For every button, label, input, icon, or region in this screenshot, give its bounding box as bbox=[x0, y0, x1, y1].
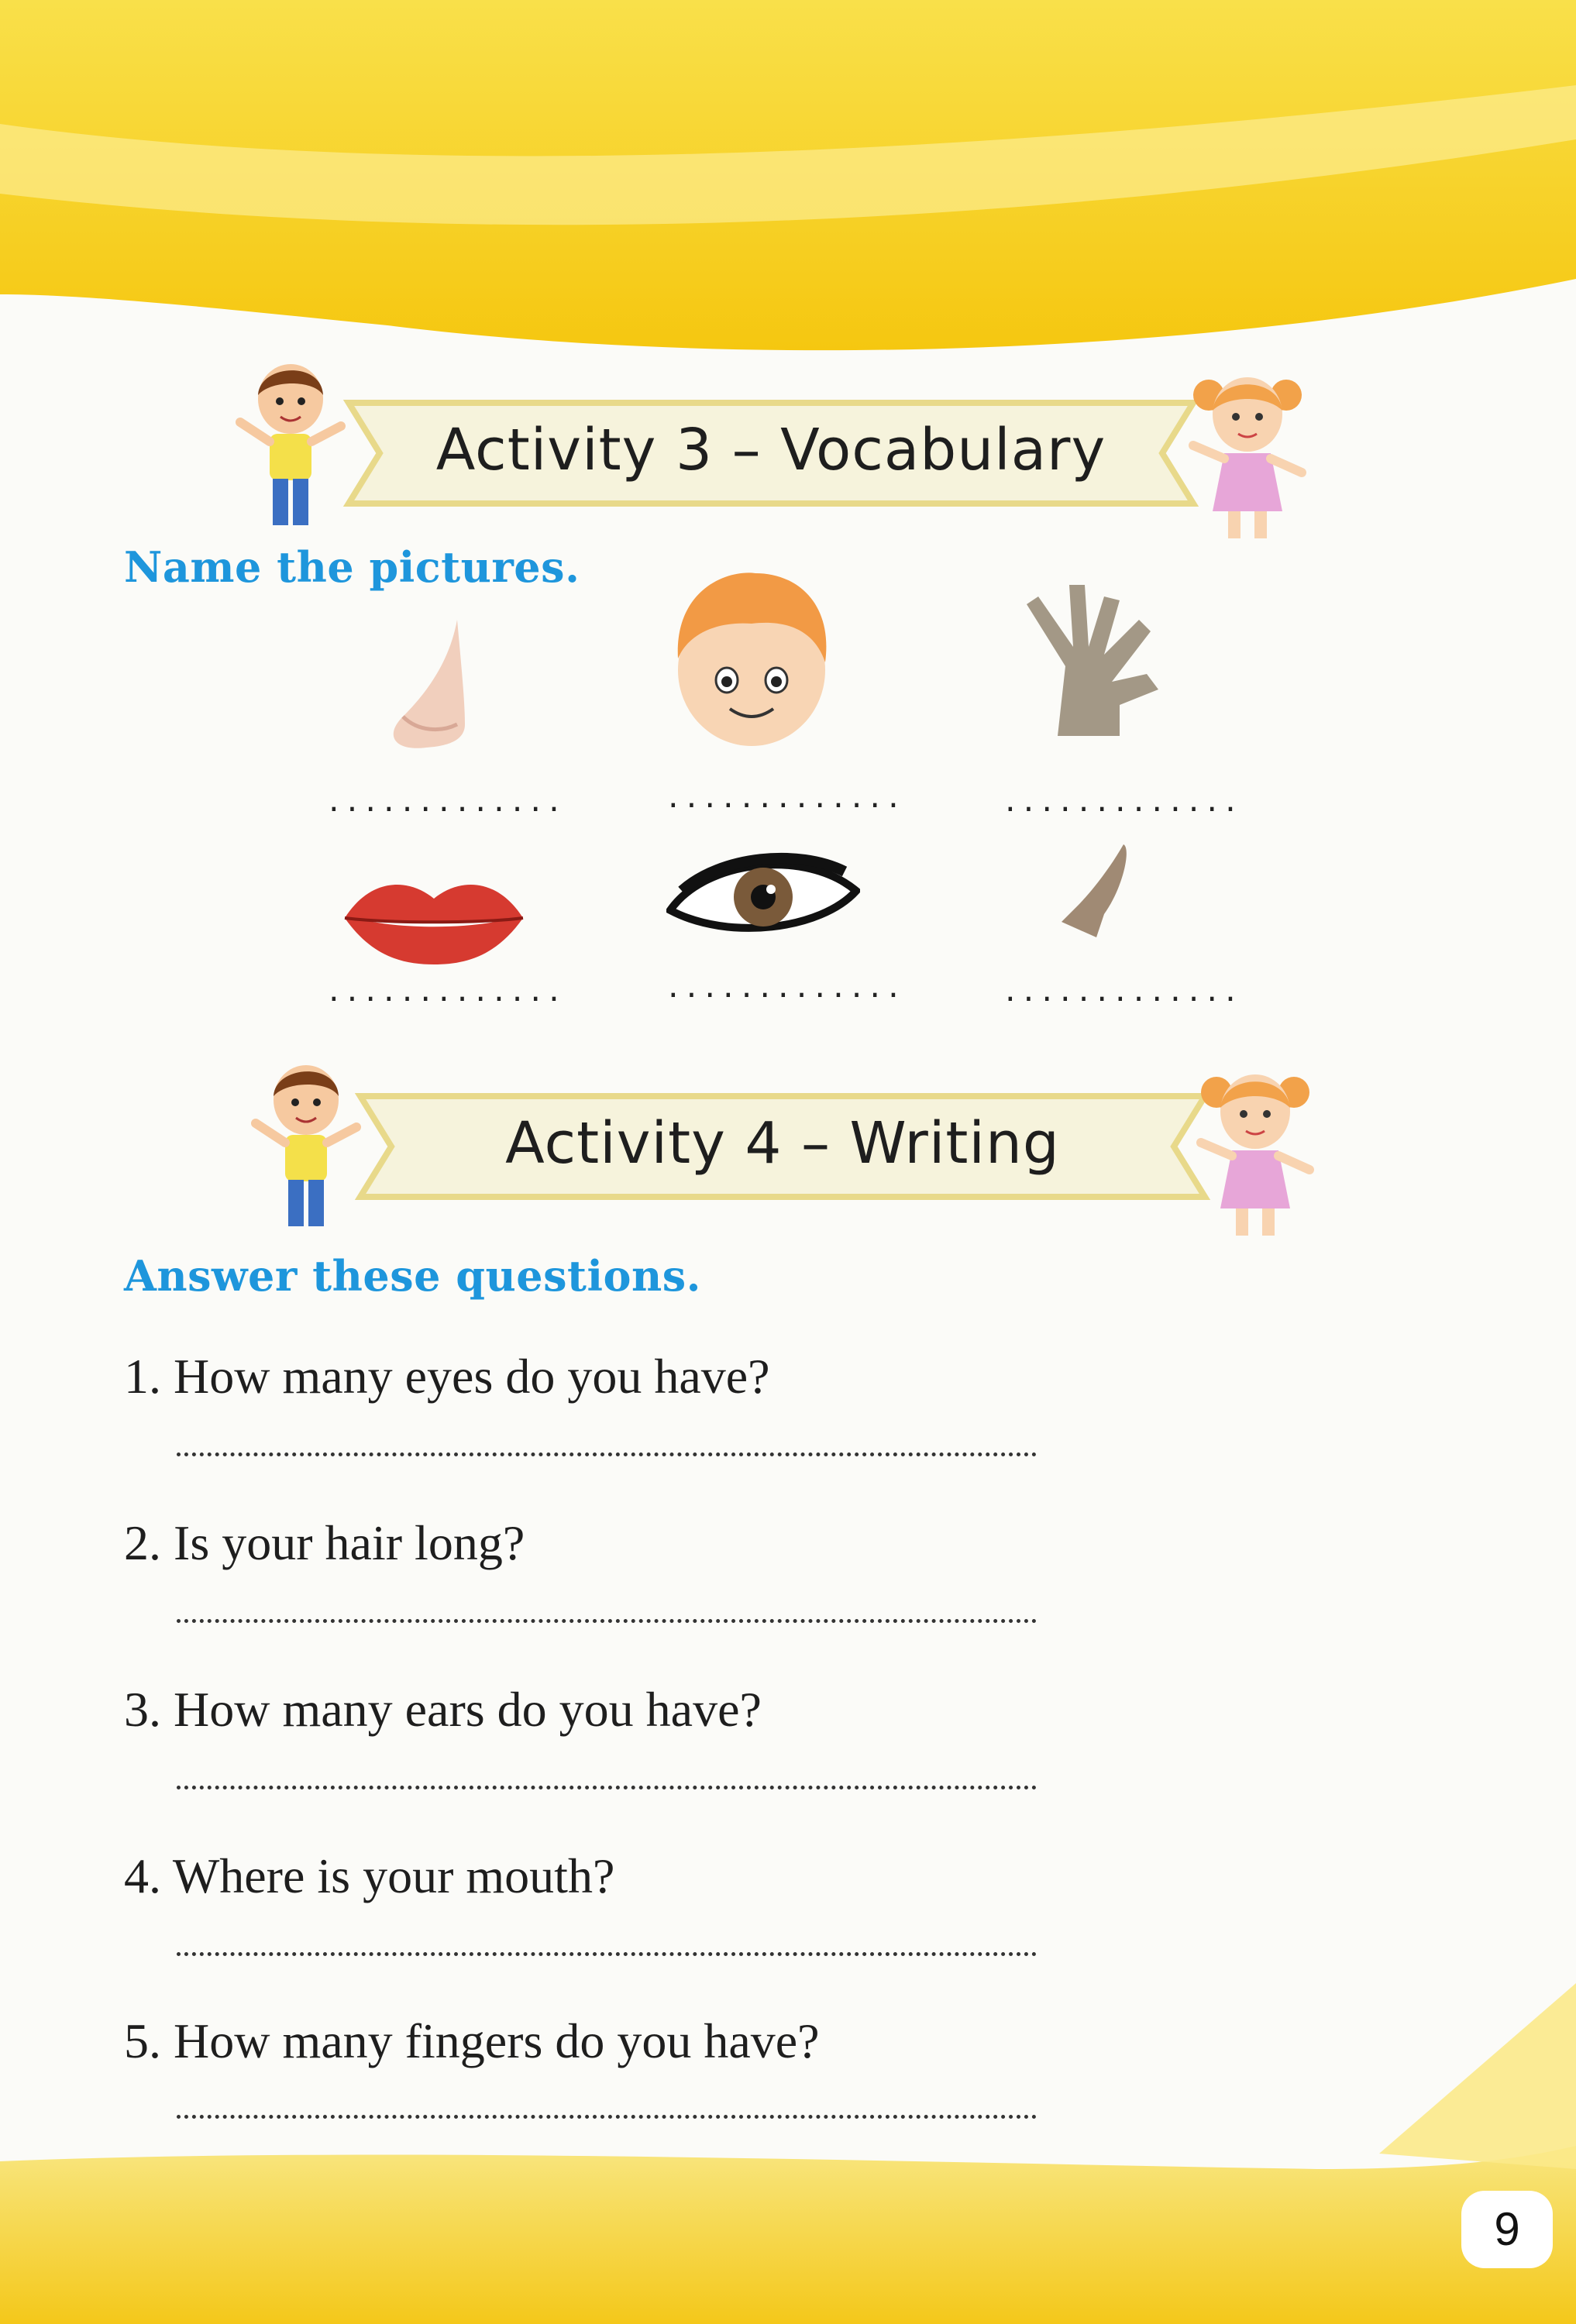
question-4: 4. Where is your mouth? bbox=[124, 1848, 615, 1903]
answer-line-2[interactable] bbox=[177, 1619, 1037, 1623]
question-2: 2. Is your hair long? bbox=[124, 1515, 525, 1570]
activity3-banner bbox=[341, 387, 1201, 519]
girl-character-illustration bbox=[1178, 364, 1317, 550]
activity4-banner bbox=[353, 1081, 1213, 1212]
nose-icon bbox=[372, 616, 488, 755]
boy-character-illustration bbox=[248, 1057, 364, 1236]
hand-icon bbox=[1011, 573, 1174, 744]
answer-line-5[interactable] bbox=[177, 2115, 1037, 2119]
girl-character-illustration bbox=[1185, 1061, 1325, 1247]
eye-icon bbox=[666, 844, 860, 945]
activity3-title: Activity 3 – Vocabulary bbox=[435, 417, 1106, 483]
boy-character-illustration bbox=[232, 356, 349, 535]
answer-line-nose[interactable]: ............. bbox=[325, 786, 564, 818]
answer-line-3[interactable] bbox=[177, 1786, 1037, 1789]
question-5: 5. How many fingers do you have? bbox=[124, 2013, 820, 2068]
answer-line-lips[interactable]: ............. bbox=[325, 976, 564, 1008]
activity3-instruction: Name the pictures. bbox=[124, 542, 580, 592]
lips-icon bbox=[341, 868, 527, 968]
finger-icon bbox=[1050, 841, 1143, 941]
question-1: 1. How many eyes do you have? bbox=[124, 1349, 770, 1404]
question-3: 3. How many ears do you have? bbox=[124, 1682, 762, 1737]
page-number: 9 bbox=[1461, 2191, 1553, 2268]
answer-line-4[interactable] bbox=[177, 1952, 1037, 1956]
answer-line-finger[interactable]: ............. bbox=[1002, 976, 1240, 1008]
activity4-instruction: Answer these questions. bbox=[124, 1251, 701, 1301]
answer-line-face[interactable]: ............. bbox=[665, 782, 903, 814]
answer-line-eye[interactable]: ............. bbox=[665, 972, 903, 1004]
answer-line-hand[interactable]: ............. bbox=[1002, 786, 1240, 818]
activity4-title: Activity 4 – Writing bbox=[505, 1110, 1060, 1177]
face-icon bbox=[666, 566, 837, 751]
answer-line-1[interactable] bbox=[177, 1452, 1037, 1456]
